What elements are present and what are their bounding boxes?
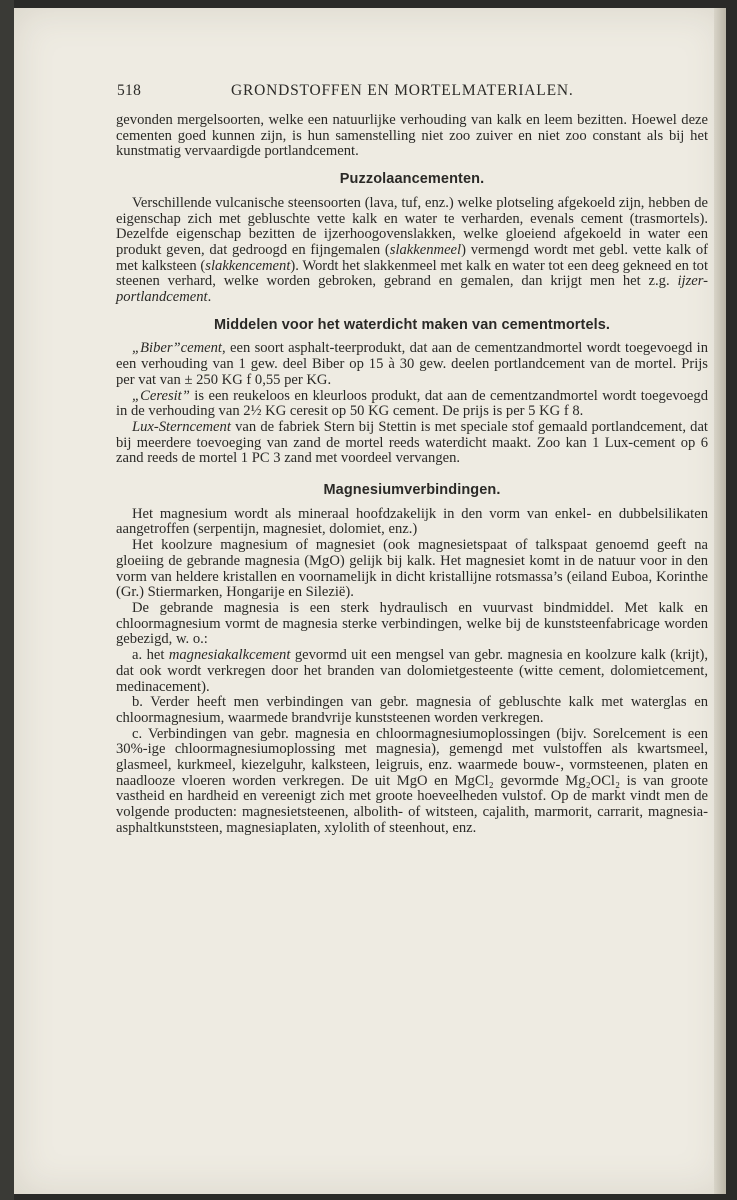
- ceresit-paragraph: [116, 389, 708, 420]
- text-run: van de fabriek Stern bij Stettin is met speciale stof gemaald portlandcement, dat bij meerdere toevoeging van zand de mortel reeds waterdicht maakt. Zoo kan 1 Lux-cement op 6 zand reeds de mortel 1 PC 3 zand met voordeel vervangen.: [116, 418, 708, 467]
- page-content: [116, 113, 708, 837]
- magnesium-paragraph-3: De gebrande magnesia is een sterk hydraulisch en vuurvast bindmiddel. Met kalk en chloormagnesium vormt de magnesia sterke verbindingen, welke bij de kunststeenfabricage worden gebezigd, w. o.:: [116, 599, 708, 648]
- italic-term: ijzer-portlandcement: [116, 273, 708, 306]
- page-edge: [714, 8, 726, 1194]
- magnesium-paragraph-2: Het koolzure magnesium of magnesiet (ook magnesietspaat of talkspaat genoemd geeft na gloeiing de gebrande magnesia (MgO) gelijk bij kalk. Het magnesiet komt in de natuur voor in den vorm van heldere kristallen en voornamelijk in dicht kristallijne rotsmassa’s (eiland Euboa, Korinthe (Gr.) Stiermarken, Hongarije en Silezië).: [116, 537, 708, 601]
- text-run: is een reukeloos en kleurloos produkt, dat aan de cementzandmortel wordt toegevoegd in de verhouding van: [116, 387, 708, 420]
- text-run: ) vermengd wordt met gebl. vette kalk of met kalksteen (: [116, 241, 708, 274]
- section-heading-waterdicht: Middelen voor het waterdicht maken van cementmortels.: [213, 316, 611, 333]
- text-run: .: [207, 289, 212, 306]
- magnesium-item-c: c. Verbindingen van gebr. magnesia en chloormagnesiumoplossingen (bijv. Sorelcement is een 30%-ige chloormagnesiumoplossing met magnesia), gemengd met vulstoffen als kwartsmeel, glasmeel, kurkmeel, kiezelguhr, kalksteen, leigruis, enz. waarmede bouw-, vormsteenen, platen en naadlooze vloeren worden verkregen. De uit MgO en MgCl₂ gevormde Mg₂OCl₂ is van groote vastheid en hardheid en vereenigt zich met groote hoeveelheden vulstof. Op de markt vindt men de volgende producten: magnesietsteenen, albolith- of witsteen, cajalith, marmorit, carrarit, magnesia-asphaltkunststeen, magnesiaplaten, xylolith of steenhout, enz.: [116, 725, 708, 836]
- scan-border: [0, 0, 14, 1200]
- running-title: GRONDSTOFFEN EN MORTELMATERIALEN.: [231, 82, 574, 99]
- lux-paragraph: [116, 420, 708, 467]
- text-run: gevormd uit een mengsel van gebr. magnesia en koolzure kalk (krijt), dat ook wordt verkregen door het branden van dolomietgesteente (witte cement, dolomietcement, medinacement).: [116, 647, 708, 695]
- text-run: ). Wordt het slakkenmeel met kalk en water tot een deeg gekneed en tot steenen verhard, welke worden gebroken, gebrand en gemalen, dan krijgt men het z.g.: [116, 257, 708, 290]
- italic-term: „Ceresit”: [132, 387, 190, 404]
- italic-term: Lux-Sterncement: [132, 418, 231, 435]
- magnesium-item-a: [116, 648, 708, 695]
- puzzolaan-paragraph: [116, 196, 708, 306]
- text-run: Verschillende vulcanische steensoorten (lava, tuf, enz.) welke plotseling afgekoeld zijn, hebben de eigenschap zich met gebluschte vette kalk en water te verharden, evenals cement (trasmortels). Dezelfde eigenschap bezitten de ijzerhoogovenslakken, welke gloeiend afgekoeld in water een produkt geven, dat gedroogd en fijngemalen (: [116, 194, 708, 258]
- section-heading-puzzolaan: Puzzolaancementen.: [339, 171, 485, 188]
- section-heading-magnesium: Magnesiumverbindingen.: [323, 482, 501, 499]
- italic-term: slakkencement: [205, 257, 291, 274]
- biber-paragraph: [116, 341, 708, 388]
- magnesium-item-b: b. Verder heeft men verbindingen van gebr. magnesia of gebluschte kalk met waterglas en chloormagnesium, waarmede brandvrije kunststeenen worden verkregen.: [116, 694, 708, 726]
- italic-term: „Biber”cement: [132, 340, 222, 357]
- text-run: a. het: [132, 647, 169, 664]
- fraction: 2½: [243, 403, 262, 420]
- page-number: 518: [117, 82, 142, 99]
- magnesium-paragraph-1: Het magnesium wordt als mineraal hoofdzakelijk in den vorm van enkel- en dubbelsilikaten aangetroffen (serpentijn, magnesiet, dolomiet, enz.): [116, 505, 708, 538]
- text-run: KG ceresit op 50 KG cement. De prijs is per 5 KG f 8.: [261, 403, 584, 420]
- text-run: , een soort asphalt-teerprodukt, dat aan de cementzandmortel wordt toegevoegd in een verhouding van 1 gew. deel Biber op 15 à 30 gew. deelen portlandcement van de mortel. Prijs per vat van ± 250 KG f 0,55 per KG.: [116, 340, 708, 388]
- italic-term: magnesiakalkcement: [168, 647, 291, 664]
- intro-paragraph: gevonden mergelsoorten, welke een natuurlijke verhouding van kalk en leem bezitten. Hoewel deze cementen goed kunnen zijn, is hun samenstelling niet zoo zuiver en niet zoo constant als bij het kunstmatig vervaardigde portlandcement.: [116, 112, 708, 160]
- italic-term: slakkenmeel: [389, 241, 462, 258]
